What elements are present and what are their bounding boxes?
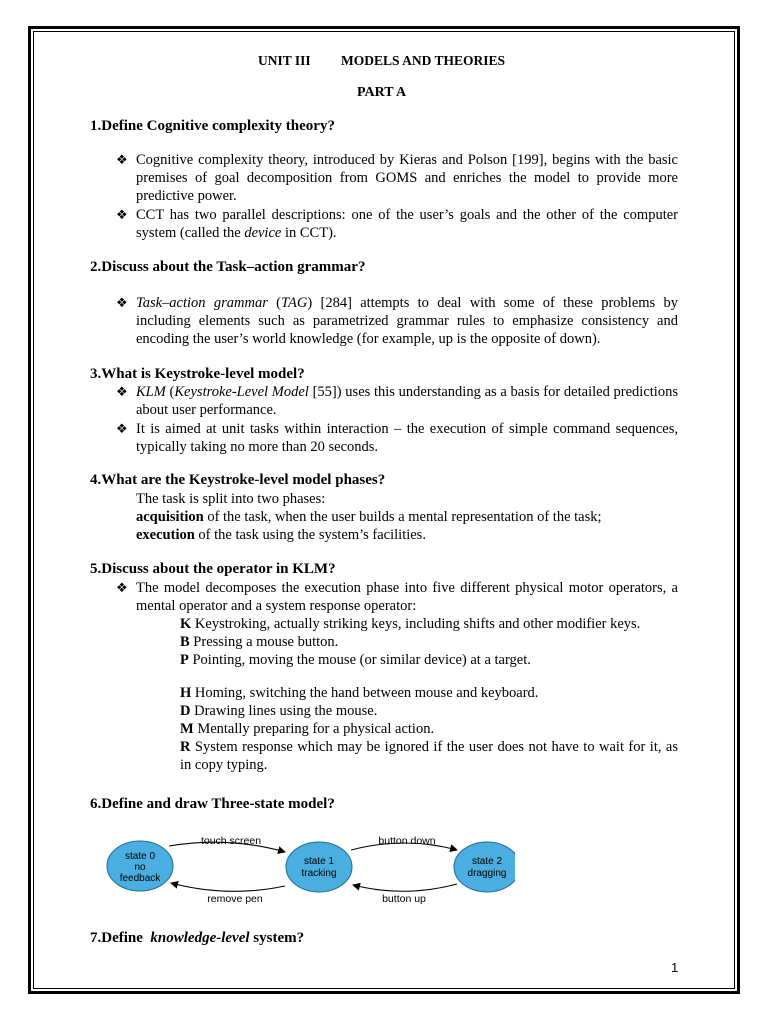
q4-phase-2-text: of the task using the system’s facilities.: [194, 527, 426, 543]
question-2: 2.Discuss about the Task–action grammar?: [90, 259, 366, 275]
three-state-diagram: [95, 826, 515, 908]
question-4: 4.What are the Keystroke-level model phases?: [90, 472, 386, 488]
operator-r: [180, 738, 678, 774]
state-1-line2: tracking: [301, 868, 337, 879]
operator-key: M: [180, 721, 194, 737]
q1-bullet-2-tail: in CCT).: [281, 225, 337, 241]
operator-key: D: [180, 703, 191, 719]
unit-topic: MODELS AND THEORIES: [341, 53, 506, 68]
q5-bullet-1: [116, 579, 678, 615]
q3-bullet-2: [116, 420, 678, 456]
operator-key: B: [180, 634, 190, 650]
operator-desc: Pointing, moving the mouse (or similar device) at a target.: [188, 652, 531, 668]
label-remove-pen: remove pen: [207, 893, 263, 905]
operator-desc: Drawing lines using the mouse.: [190, 703, 378, 719]
operator-k: [180, 615, 640, 633]
bullet-icon: ❖: [116, 152, 128, 167]
page-number: 1: [671, 960, 679, 975]
part-title: PART A: [357, 85, 407, 100]
question-3: 3.What is Keystroke-level model?: [90, 366, 305, 382]
q2-bullet-1-text: ) [284] attempts to deal with some of these problems by including elements such as parametrized grammar rules to emphasize consistency and encoding the user’s world knowledge (for example, up is the opposite of down).: [136, 295, 678, 347]
question-1: 1.Define Cognitive complexity theory?: [90, 118, 335, 134]
label-button-up: button up: [382, 893, 426, 905]
bullet-icon: ❖: [116, 295, 128, 310]
operator-d: [180, 702, 377, 720]
q4-phase-2-label: execution: [136, 527, 195, 543]
q4-phase-1: [136, 508, 602, 526]
q3-term: KLM: [136, 384, 166, 400]
question-6: 6.Define and draw Three-state model?: [90, 796, 335, 812]
state-2-node: [454, 842, 515, 892]
question-7: [90, 930, 304, 947]
q1-bullet-2: [116, 206, 678, 242]
q2-acronym: TAG: [281, 295, 308, 311]
operator-key: H: [180, 685, 192, 701]
q3-paren: (: [165, 384, 175, 400]
q1-bullet-1: [116, 151, 678, 205]
q2-paren: (: [267, 295, 282, 311]
q3-bullet-1-text: [55]) uses this understanding as a basis for detailed predictions about user performance.: [136, 384, 678, 418]
bullet-icon: ❖: [116, 207, 128, 222]
state-0-line1: state 0: [124, 851, 156, 862]
q3-term-full: Keystroke-Level Model: [174, 384, 309, 400]
state-0-line2: no: [134, 862, 146, 873]
question-7-term: knowledge-level: [150, 930, 250, 946]
q2-term: Task–action grammar: [136, 295, 268, 311]
label-button-down: button down: [378, 835, 436, 847]
state-2-line2: dragging: [467, 868, 507, 879]
state-1-node: [286, 842, 352, 892]
operator-h: [180, 684, 538, 702]
operator-key: R: [180, 739, 191, 755]
state-2-line1: state 2: [471, 856, 503, 867]
q4-phase-2: [136, 526, 426, 544]
question-7-prefix: 7.Define: [90, 930, 151, 946]
q4-phase-1-label: acquisition: [136, 509, 204, 525]
bullet-icon: ❖: [116, 580, 128, 595]
operator-b: [180, 633, 338, 651]
operator-desc: Keystroking, actually striking keys, including shifts and other modifier keys.: [191, 616, 641, 632]
operator-desc: Mentally preparing for a physical action.: [193, 721, 435, 737]
operator-p: [180, 651, 531, 669]
q5-bullet-1-text: The model decomposes the execution phase into five different physical motor operators, a mental operator and a system response operator:: [136, 580, 678, 614]
q3-bullet-2-text: It is aimed at unit tasks within interaction – the execution of simple command sequences, typically taking no more than 20 seconds.: [136, 421, 678, 455]
question-7-suffix: system?: [249, 930, 305, 946]
arrow-remove-pen: [171, 883, 285, 891]
state-1-line1: state 1: [303, 856, 335, 867]
q2-bullet-1: [116, 294, 678, 348]
operator-m: [180, 720, 434, 738]
bullet-icon: ❖: [116, 421, 128, 436]
operator-key: P: [180, 652, 189, 668]
operator-desc: System response which may be ignored if the user does not have to wait for it, as in copy typing.: [180, 739, 678, 773]
operator-desc: Homing, switching the hand between mouse and keyboard.: [191, 685, 539, 701]
label-touch-screen: touch screen: [200, 835, 262, 847]
q4-intro: The task is split into two phases:: [136, 491, 326, 507]
unit-label: UNIT III: [258, 53, 311, 68]
bullet-icon: ❖: [116, 384, 128, 399]
operator-desc: Pressing a mouse button.: [189, 634, 339, 650]
q4-phase-1-text: of the task, when the user builds a mental representation of the task;: [203, 509, 602, 525]
q1-bullet-2-text: CCT has two parallel descriptions: one of the user’s goals and the other of the computer system (called the: [136, 207, 678, 241]
question-5: 5.Discuss about the operator in KLM?: [90, 561, 336, 577]
q1-bullet-2-italic: device: [244, 225, 282, 241]
q3-bullet-1: [116, 383, 678, 419]
operator-key: K: [180, 616, 192, 632]
arrow-button-up: [353, 884, 457, 891]
q1-bullet-1-text: Cognitive complexity theory, introduced by Kieras and Polson [199], begins with the basic premises of goal decomposition from GOMS and enriches the model to provide more predictive power.: [136, 152, 678, 204]
state-0-line3: feedback: [119, 873, 161, 884]
